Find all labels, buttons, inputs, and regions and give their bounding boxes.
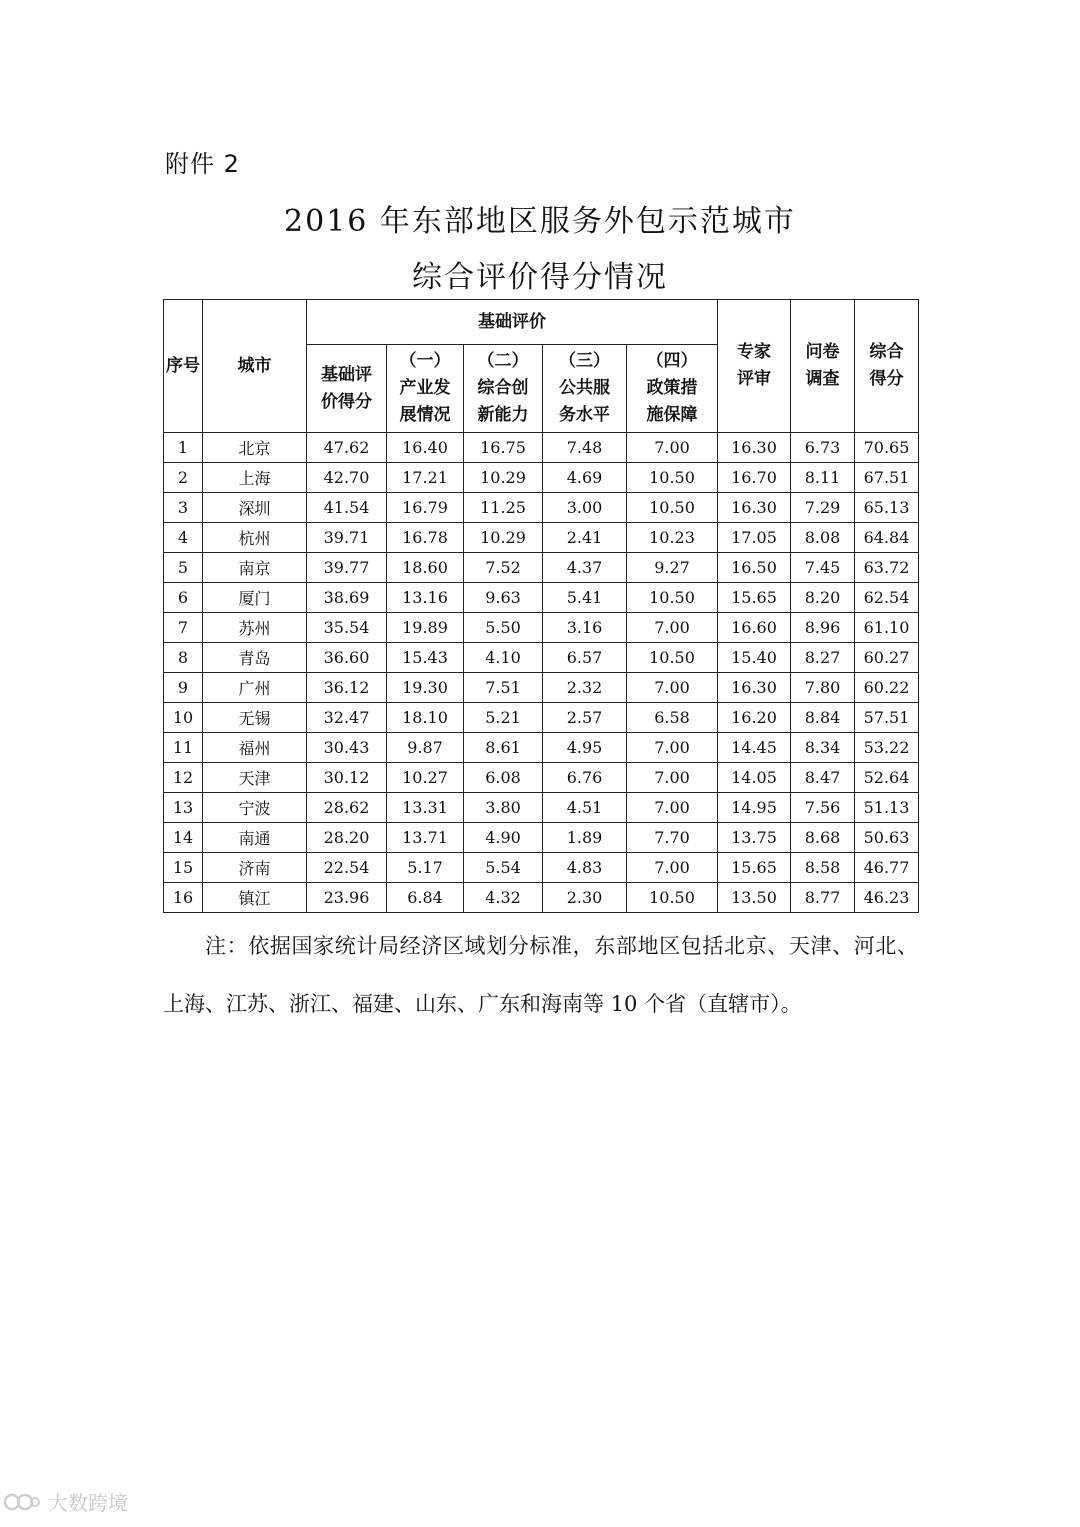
score-cell: 15.65 (718, 853, 791, 883)
score-cell: 19.89 (387, 613, 464, 643)
score-cell: 7.80 (791, 673, 855, 703)
score-cell: 15.43 (387, 643, 464, 673)
city-cell: 南京 (203, 553, 307, 583)
score-cell: 2.41 (543, 523, 627, 553)
score-cell: 10.29 (464, 523, 543, 553)
score-cell: 8.77 (791, 883, 855, 913)
city-cell: 青岛 (203, 643, 307, 673)
score-cell: 35.54 (307, 613, 387, 643)
score-cell: 7.00 (627, 793, 718, 823)
table-row (164, 433, 919, 463)
score-cell: 13.31 (387, 793, 464, 823)
score-cell: 6.76 (543, 763, 627, 793)
score-cell: 6.58 (627, 703, 718, 733)
score-cell: 4.51 (543, 793, 627, 823)
row-index-cell: 13 (164, 793, 203, 823)
city-cell: 杭州 (203, 523, 307, 553)
city-cell: 厦门 (203, 583, 307, 613)
header-city: 城市 (203, 300, 307, 433)
table-row (164, 763, 919, 793)
score-cell: 4.32 (464, 883, 543, 913)
score-cell: 4.37 (543, 553, 627, 583)
score-cell: 38.69 (307, 583, 387, 613)
score-cell: 16.30 (718, 673, 791, 703)
row-index-cell: 15 (164, 853, 203, 883)
score-cell: 16.50 (718, 553, 791, 583)
score-cell: 8.61 (464, 733, 543, 763)
table-row (164, 493, 919, 523)
header-sub1: （一） 产业发 展情况 (387, 345, 464, 433)
score-cell: 7.00 (627, 433, 718, 463)
score-cell: 2.30 (543, 883, 627, 913)
score-cell: 14.95 (718, 793, 791, 823)
score-cell: 8.20 (791, 583, 855, 613)
score-cell: 8.08 (791, 523, 855, 553)
score-cell: 13.50 (718, 883, 791, 913)
score-cell: 2.32 (543, 673, 627, 703)
score-cell: 30.43 (307, 733, 387, 763)
score-cell: 10.50 (627, 883, 718, 913)
city-cell: 宁波 (203, 793, 307, 823)
score-cell: 15.40 (718, 643, 791, 673)
score-cell: 46.23 (855, 883, 919, 913)
header-total: 综合 得分 (855, 300, 919, 433)
row-index-cell: 8 (164, 643, 203, 673)
score-cell: 15.65 (718, 583, 791, 613)
score-cell: 4.69 (543, 463, 627, 493)
row-index-cell: 5 (164, 553, 203, 583)
score-cell: 10.23 (627, 523, 718, 553)
score-cell: 16.75 (464, 433, 543, 463)
score-cell: 67.51 (855, 463, 919, 493)
footnote (163, 917, 918, 1033)
table-row (164, 523, 919, 553)
score-cell: 8.68 (791, 823, 855, 853)
score-cell: 65.13 (855, 493, 919, 523)
city-cell: 南通 (203, 823, 307, 853)
score-cell: 6.57 (543, 643, 627, 673)
row-index-cell: 7 (164, 613, 203, 643)
header-survey: 问卷 调查 (791, 300, 855, 433)
score-cell: 52.64 (855, 763, 919, 793)
city-cell: 福州 (203, 733, 307, 763)
score-cell: 3.00 (543, 493, 627, 523)
score-cell: 41.54 (307, 493, 387, 523)
row-index-cell: 4 (164, 523, 203, 553)
score-cell: 19.30 (387, 673, 464, 703)
score-cell: 7.45 (791, 553, 855, 583)
score-cell: 32.47 (307, 703, 387, 733)
city-cell: 无锡 (203, 703, 307, 733)
score-cell: 8.47 (791, 763, 855, 793)
table-row (164, 823, 919, 853)
score-cell: 51.13 (855, 793, 919, 823)
score-cell: 60.27 (855, 643, 919, 673)
score-table (163, 299, 919, 913)
table-row (164, 613, 919, 643)
header-basic-score: 基础评价得分 (307, 345, 387, 433)
score-cell: 16.60 (718, 613, 791, 643)
city-cell: 济南 (203, 853, 307, 883)
row-index-cell: 14 (164, 823, 203, 853)
score-cell: 39.77 (307, 553, 387, 583)
score-cell: 70.65 (855, 433, 919, 463)
row-index-cell: 11 (164, 733, 203, 763)
score-cell: 64.84 (855, 523, 919, 553)
score-cell: 18.10 (387, 703, 464, 733)
score-cell: 53.22 (855, 733, 919, 763)
row-index-cell: 16 (164, 883, 203, 913)
score-cell: 4.83 (543, 853, 627, 883)
score-cell: 8.11 (791, 463, 855, 493)
score-cell: 16.30 (718, 433, 791, 463)
document-title: 2016 年东部地区服务外包示范城市 (284, 204, 796, 239)
score-cell: 14.05 (718, 763, 791, 793)
score-cell: 16.30 (718, 493, 791, 523)
score-cell: 5.21 (464, 703, 543, 733)
header-index: 序号 (164, 300, 203, 433)
score-cell: 9.87 (387, 733, 464, 763)
city-cell: 镇江 (203, 883, 307, 913)
score-cell: 8.27 (791, 643, 855, 673)
score-cell: 39.71 (307, 523, 387, 553)
score-cell: 42.70 (307, 463, 387, 493)
score-cell: 7.70 (627, 823, 718, 853)
score-cell: 7.00 (627, 673, 718, 703)
score-cell: 10.27 (387, 763, 464, 793)
score-cell: 9.63 (464, 583, 543, 613)
score-cell: 8.84 (791, 703, 855, 733)
score-cell: 1.89 (543, 823, 627, 853)
table-row (164, 853, 919, 883)
score-cell: 10.50 (627, 493, 718, 523)
row-index-cell: 9 (164, 673, 203, 703)
score-cell: 11.25 (464, 493, 543, 523)
row-index-cell: 3 (164, 493, 203, 523)
score-cell: 10.29 (464, 463, 543, 493)
score-cell: 61.10 (855, 613, 919, 643)
score-cell: 17.21 (387, 463, 464, 493)
score-cell: 6.84 (387, 883, 464, 913)
table-row (164, 733, 919, 763)
score-cell: 13.71 (387, 823, 464, 853)
score-cell: 28.20 (307, 823, 387, 853)
table-row (164, 643, 919, 673)
score-cell: 5.54 (464, 853, 543, 883)
score-cell: 7.48 (543, 433, 627, 463)
score-cell: 10.50 (627, 583, 718, 613)
score-cell: 50.63 (855, 823, 919, 853)
header-sub2: （二） 综合创 新能力 (464, 345, 543, 433)
score-cell: 8.58 (791, 853, 855, 883)
score-cell: 8.34 (791, 733, 855, 763)
score-cell: 5.17 (387, 853, 464, 883)
score-cell: 57.51 (855, 703, 919, 733)
score-cell: 7.52 (464, 553, 543, 583)
score-cell: 36.60 (307, 643, 387, 673)
score-cell: 22.54 (307, 853, 387, 883)
score-cell: 16.79 (387, 493, 464, 523)
score-cell: 4.95 (543, 733, 627, 763)
score-cell: 18.60 (387, 553, 464, 583)
city-cell: 广州 (203, 673, 307, 703)
header-sub4: （四） 政策措 施保障 (627, 345, 718, 433)
city-cell: 深圳 (203, 493, 307, 523)
row-index-cell: 10 (164, 703, 203, 733)
city-cell: 上海 (203, 463, 307, 493)
score-cell: 63.72 (855, 553, 919, 583)
score-cell: 6.08 (464, 763, 543, 793)
score-cell: 8.96 (791, 613, 855, 643)
score-cell: 60.22 (855, 673, 919, 703)
score-cell: 16.40 (387, 433, 464, 463)
score-cell: 9.27 (627, 553, 718, 583)
score-cell: 28.62 (307, 793, 387, 823)
header-basic-group: 基础评价 (307, 300, 718, 345)
score-cell: 6.73 (791, 433, 855, 463)
score-cell: 7.56 (791, 793, 855, 823)
score-cell: 16.78 (387, 523, 464, 553)
watermark (2, 1487, 128, 1516)
row-index-cell: 6 (164, 583, 203, 613)
score-cell: 7.51 (464, 673, 543, 703)
row-index-cell: 2 (164, 463, 203, 493)
table-row (164, 583, 919, 613)
score-cell: 5.50 (464, 613, 543, 643)
score-cell: 2.57 (543, 703, 627, 733)
table-row (164, 703, 919, 733)
city-cell: 苏州 (203, 613, 307, 643)
watermark-logo-icon (2, 1490, 42, 1514)
score-cell: 62.54 (855, 583, 919, 613)
score-cell: 16.70 (718, 463, 791, 493)
table-row (164, 793, 919, 823)
header-expert: 专家 评审 (718, 300, 791, 433)
score-cell: 13.75 (718, 823, 791, 853)
score-cell: 13.16 (387, 583, 464, 613)
document-subtitle: 综合评价得分情况 (412, 260, 668, 295)
header-sub3: （三） 公共服 务水平 (543, 345, 627, 433)
score-cell: 7.00 (627, 613, 718, 643)
score-cell: 7.00 (627, 853, 718, 883)
table-row (164, 883, 919, 913)
score-cell: 7.00 (627, 763, 718, 793)
row-index-cell: 12 (164, 763, 203, 793)
score-cell: 23.96 (307, 883, 387, 913)
attachment-label: 附件 2 (165, 150, 240, 178)
score-cell: 47.62 (307, 433, 387, 463)
city-cell: 北京 (203, 433, 307, 463)
row-index-cell: 1 (164, 433, 203, 463)
score-cell: 36.12 (307, 673, 387, 703)
city-cell: 天津 (203, 763, 307, 793)
table-row (164, 463, 919, 493)
score-cell: 14.45 (718, 733, 791, 763)
score-cell: 10.50 (627, 463, 718, 493)
score-cell: 5.41 (543, 583, 627, 613)
score-cell: 46.77 (855, 853, 919, 883)
table-row (164, 553, 919, 583)
score-cell: 4.10 (464, 643, 543, 673)
footnote-text: 注：依据国家统计局经济区域划分标准，东部地区包括北京、天津、河北、上海、江苏、浙江、福建、山东、广东和海南等 10 个省（直辖市）。 (163, 934, 918, 1016)
score-cell: 16.20 (718, 703, 791, 733)
table-row (164, 673, 919, 703)
score-cell: 3.16 (543, 613, 627, 643)
score-cell: 7.00 (627, 733, 718, 763)
score-cell: 10.50 (627, 643, 718, 673)
score-cell: 3.80 (464, 793, 543, 823)
score-cell: 4.90 (464, 823, 543, 853)
watermark-text: 大数跨境 (48, 1491, 128, 1515)
score-cell: 30.12 (307, 763, 387, 793)
table-body (164, 433, 919, 913)
score-cell: 17.05 (718, 523, 791, 553)
score-cell: 7.29 (791, 493, 855, 523)
